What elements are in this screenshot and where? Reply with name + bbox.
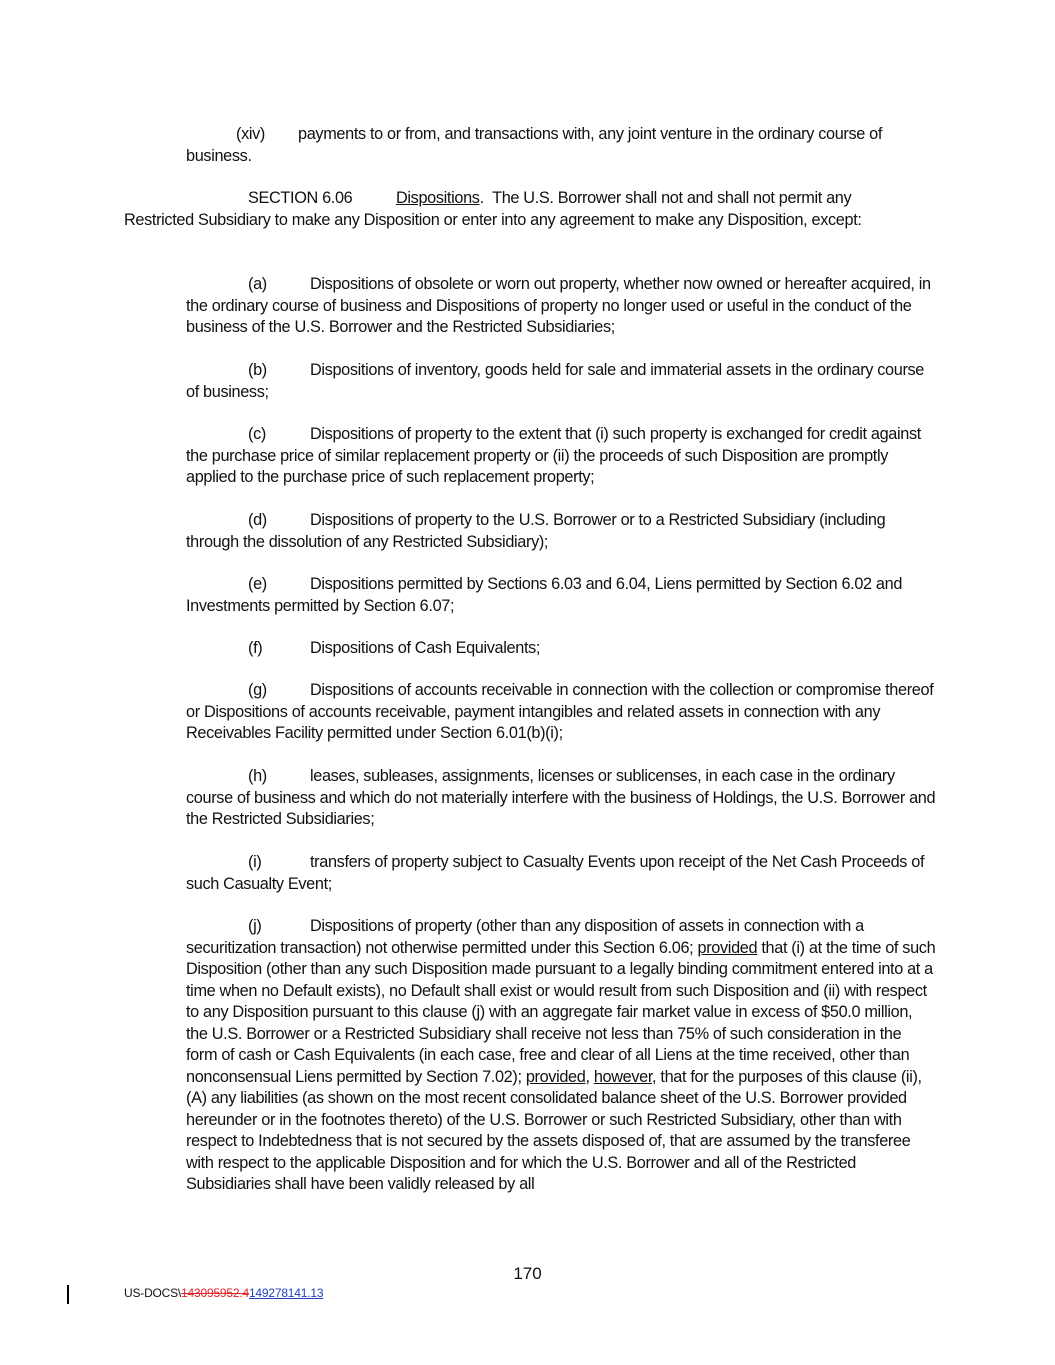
clause-label: (i) <box>248 853 262 871</box>
clause-f <box>186 638 936 660</box>
clause-label: (xiv) <box>236 125 265 143</box>
clause-text-rest: ordinary course of business and which do not materially interfere with the business of Holdings, the U.S. Borrower and the Restricted Subsidiaries; <box>186 767 936 828</box>
clause-text-rest: Proceeds of such Casualty Event; <box>186 853 925 893</box>
clause-h <box>186 766 936 831</box>
clause-j <box>186 916 936 1196</box>
clause-xiv <box>186 124 936 167</box>
section-intro: The U.S. Borrower shall not and shall not permit any <box>492 189 852 207</box>
clause-label: (d) <box>248 511 267 529</box>
section-6-06 <box>124 188 924 231</box>
footer-deleted-number: 143095952.4 <box>181 1286 249 1300</box>
clause-text-first: Dispositions of property (other than any disposition of assets in connection with <box>310 917 851 935</box>
however-term: however <box>593 1067 653 1086</box>
clause-label: (j) <box>248 917 262 935</box>
clause-i <box>186 852 936 895</box>
clause-text-first: leases, subleases, assignments, licenses or sublicenses, in each case in the <box>310 767 835 785</box>
footer-prefix: US-DOCS\ <box>124 1286 182 1300</box>
clause-text-first: Dispositions of Cash Equivalents; <box>310 639 541 657</box>
clause-text-rest: credit against the purchase price of similar replacement property or (ii) the proceeds of such Disposition are promptly applied to the purchase price of such replacement property; <box>186 425 921 486</box>
provided-term: provided <box>697 938 758 957</box>
clause-text-first: Dispositions of inventory, goods held for sale and immaterial assets in the <box>310 361 813 379</box>
change-bar <box>67 1285 69 1304</box>
clause-text-first: Dispositions permitted by Sections 6.03 and 6.04, Liens permitted by Section <box>310 575 838 593</box>
page-number: 170 <box>513 1264 542 1283</box>
clause-b <box>186 360 936 403</box>
footer-inserted-number: 149278141.13 <box>248 1286 324 1300</box>
clause-c <box>186 424 936 489</box>
clause-text-first: payments to or from, and transactions with, any joint venture in the ordinary <box>298 125 815 143</box>
clause-label: (f) <box>248 639 263 657</box>
clause-text-rest: (including through the dissolution of any Restricted Subsidiary); <box>186 511 886 551</box>
clause-g <box>186 680 936 745</box>
clause-text-first: Dispositions of property to the extent that (i) such property is exchanged for <box>310 425 825 443</box>
clause-d <box>186 510 936 553</box>
clause-text-rest: acquired, in the ordinary course of business and Dispositions of property no longer used or useful in the conduct of the business of the U.S. Borrower and the Restricted Subsidiaries; <box>186 275 931 336</box>
clause-text-part-2: that (i) at the time of such Disposition (other than any such Disposition made pursuant to a legally binding commitment entered into at a time when no Default exists), no Default shall exist or would result from such Disposition and (ii) with respect to any Disposition pursuant to this clause (j) with an aggregate fair market value in excess of $50.0 million, the U.S. Borrower or a Restricted Subsidiary shall receive not less than 75% of such consideration in the form of cash or Cash Equivalents (in each case, free and clear of all Liens at the time received, other than nonconsensual Liens permitted by Section 7.02); <box>186 938 936 1086</box>
clause-text-rest: course of business. <box>186 125 883 165</box>
clause-label: (h) <box>248 767 267 785</box>
clause-label: (c) <box>248 425 266 443</box>
clause-label: (g) <box>248 681 267 699</box>
clause-text-first: Dispositions of obsolete or worn out property, whether now owned or hereafter <box>310 275 847 293</box>
clause-label: (e) <box>248 575 267 593</box>
clause-text-first: Dispositions of accounts receivable in connection with the collection or <box>310 681 792 699</box>
clause-label: (b) <box>248 361 267 379</box>
clause-text-first: Dispositions of property to the U.S. Borrower or to a Restricted Subsidiary <box>310 511 815 529</box>
clause-text-first: transfers of property subject to Casualty Events upon receipt of the Net Cash <box>310 853 837 871</box>
provided-term-2: provided <box>525 1067 586 1086</box>
clause-text-part-1: a securitization transaction) not otherwise permitted under this Section 6.06; <box>186 917 864 957</box>
clause-text-rest: 6.02 and Investments permitted by Section 6.07; <box>186 575 903 615</box>
footer-doc-id <box>124 1286 323 1300</box>
clause-a <box>186 274 936 339</box>
section-intro-rest: Restricted Subsidiary to make any Disposition or enter into any agreement to make any Disposition, except: <box>124 210 862 229</box>
clause-text-rest: ordinary course of business; <box>186 361 925 401</box>
clause-text-part-3: , that for the purposes of this clause (ii), (A) any liabilities (as shown on the most recent consolidated balance sheet of the U.S. Borrower provided hereunder or in the footnotes thereto) of the U.S. Borrower or such Restricted Subsidiary, other than with respect to Indebtedness that is not secured by the assets disposed of, that are assumed by the transferee with respect to the applicable Disposition and for which the U.S. Borrower and all of the Restricted Subsidiaries shall have been validly released by all <box>186 1067 922 1193</box>
clause-e <box>186 574 936 617</box>
clause-label: (a) <box>248 275 267 293</box>
section-title-punct: . <box>479 189 484 207</box>
clause-text-rest: compromise thereof or Dispositions of accounts receivable, payment intangibles and related assets in connection with any Receivables Facility permitted under Section 6.01(b)(i); <box>186 681 934 742</box>
section-number: SECTION 6.06 <box>248 189 353 207</box>
section-title: Dispositions <box>396 189 480 207</box>
comma: , <box>585 1067 590 1086</box>
